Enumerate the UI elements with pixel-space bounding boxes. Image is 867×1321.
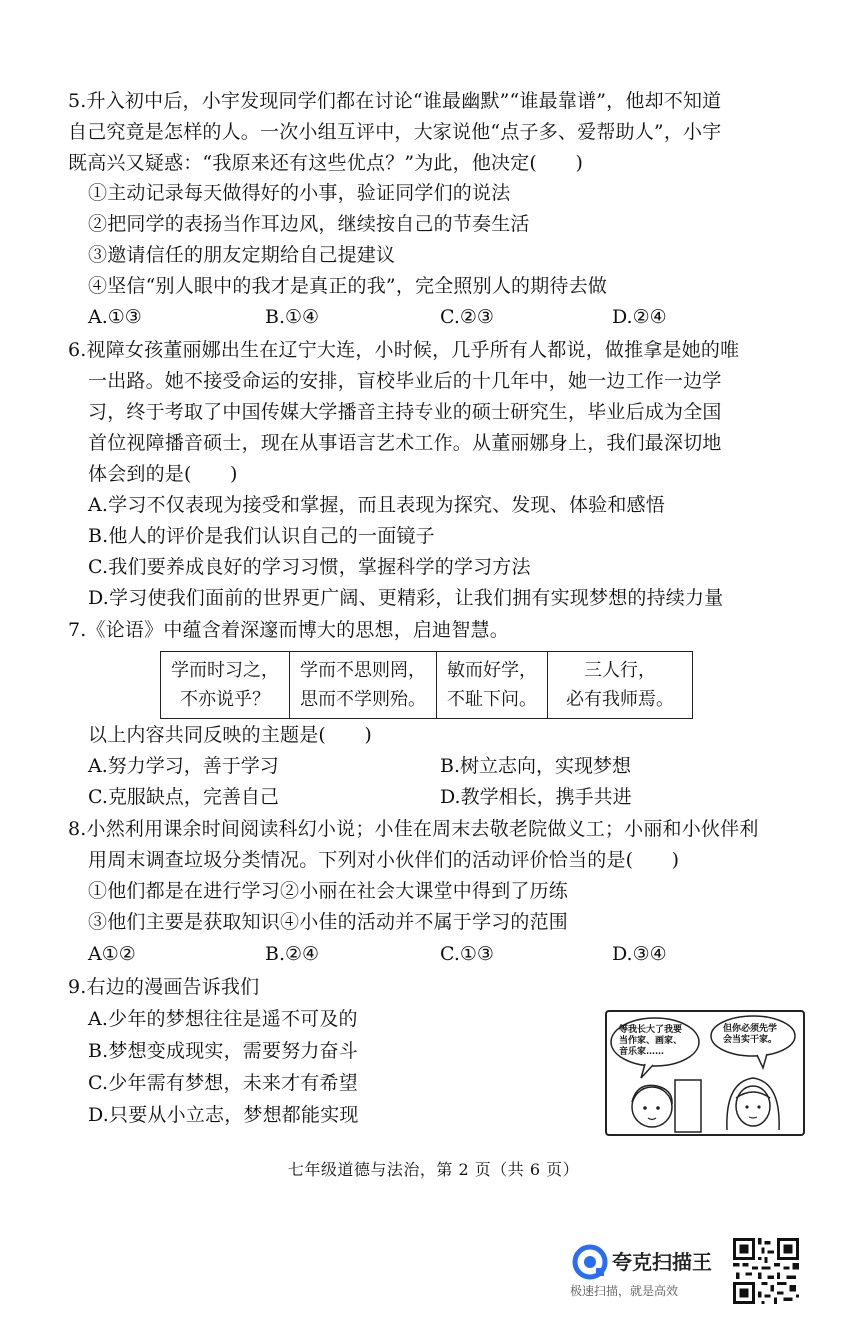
q7-question: 以上内容共同反映的主题是( ) [88,724,373,746]
q5-stem-line: 自己究竟是怎样的人。一次小组互评中，大家说他“点子多、爱帮助人”，小宇 [68,121,722,143]
q7-option-b: B.树立志向，实现梦想 [440,755,632,777]
q8-item: ①他们都是在进行学习②小丽在社会大课堂中得到了历练 [88,880,569,902]
q5-option-b: B.①④ [265,306,320,328]
q7-option-d: D.教学相长，携手共进 [440,786,632,808]
bubble-line: 音乐家…… [619,1047,665,1057]
q9-option-a: A.少年的梦想往往是遥不可及的 [88,1008,358,1030]
q8-item: ③他们主要是获取知识④小佳的活动并不属于学习的范围 [88,911,569,933]
comic-right-bubble-text [723,1024,777,1046]
comic-illustration [605,1010,805,1136]
quote-line: 思而不学则殆。 [300,689,426,710]
q9-option-d: D.只要从小立志，梦想都能实现 [88,1104,359,1126]
quote-line: 三人行， [584,660,656,681]
bubble-line: 当作家、画家、 [619,1036,683,1046]
q8-stem-line: 用周末调查垃圾分类情况。下列对小伙伴们的活动评价恰当的是( ) [88,849,680,871]
q9-stem: 9.右边的漫画告诉我们 [68,976,260,998]
quote-cell [548,652,693,719]
quote-line: 必有我师焉。 [566,689,674,710]
q5-option-c: C.②③ [440,306,494,328]
q6-option-b: B.他人的评价是我们认识自己的一面镜子 [88,525,435,547]
analects-quote-table [160,651,693,719]
bubble-line: 但你必须先学 [723,1024,778,1034]
quote-cell [437,652,548,719]
q6-stem-line: 一出路。她不接受命运的安排，盲校毕业后的十几年中，她一边工作一边学 [88,370,722,392]
q5-option-d: D.②④ [612,306,667,328]
page-footer: 七年级道德与法治，第 2 页（共 6 页） [287,1160,580,1179]
q8-stem-line: 8.小然利用课余时间阅读科幻小说；小佳在周末去敬老院做义工；小丽和小伙伴利 [68,818,759,840]
q5-stem-line: 5.升入初中后，小宇发现同学们都在讨论“谁最幽默”“谁最靠谱”，他却不知道 [68,90,722,112]
q6-option-d: D.学习使我们面前的世界更广阔、更精彩，让我们拥有实现梦想的持续力量 [88,587,724,609]
q5-item: ②把同学的表扬当作耳边风，继续按自己的节奏生活 [88,213,530,235]
q6-stem-line: 6.视障女孩董丽娜出生在辽宁大连，小时候，几乎所有人都说，做推拿是她的唯 [68,339,740,361]
q7-option-a: A.努力学习，善于学习 [88,755,279,777]
quark-logo-icon [572,1244,608,1280]
q5-stem-line: 既高兴又疑惑：“我原来还有这些优点？”为此，他决定( ) [68,152,584,174]
bubble-line: 等我长大了我要 [619,1025,683,1035]
scanner-slogan: 极速扫描，就是高效 [570,1284,679,1298]
q6-stem-line: 首位视障播音硕士，现在从事语言艺术工作。从董丽娜身上，我们最深切地 [88,432,722,454]
comic-left-bubble-text [619,1025,682,1058]
quote-line: 不亦说乎？ [180,689,270,710]
q8-option-b: B.②④ [265,943,320,965]
q6-option-a: A.学习不仅表现为接受和掌握，而且表现为探究、发现、体验和感悟 [88,494,665,516]
q8-option-d: D.③④ [612,943,667,965]
q5-item: ①主动记录每天做得好的小事，验证同学们的说法 [88,182,511,204]
q6-stem-line: 体会到的是( ) [88,463,238,485]
scanner-watermark [570,1240,730,1300]
quote-cell [290,652,437,719]
q9-option-c: C.少年需有梦想，未来才有希望 [88,1072,358,1094]
q8-option-a: A①② [88,943,136,965]
quote-line: 学而不思则罔， [300,660,426,681]
quote-line: 学而时习之， [171,660,279,681]
q5-item: ④坚信“别人眼中的我才是真正的我”，完全照别人的期待去做 [88,275,608,297]
q8-option-c: C.①③ [440,943,494,965]
quote-line: 不耻下问。 [447,689,537,710]
q7-stem: 7.《论语》中蕴含着深邃而博大的思想，启迪智慧。 [68,619,509,641]
bubble-line: 会当实干家。 [723,1035,778,1045]
q6-option-c: C.我们要养成良好的学习习惯，掌握科学的学习方法 [88,556,531,578]
q9-option-b: B.梦想变成现实，需要努力奋斗 [88,1040,359,1062]
q6-stem-line: 习，终于考取了中国传媒大学播音主持专业的硕士研究生，毕业后成为全国 [88,401,722,423]
q5-item: ③邀请信任的朋友定期给自己提建议 [88,244,396,266]
q7-option-c: C.克服缺点，完善自己 [88,786,279,808]
q5-option-a: A.①③ [88,306,142,328]
quote-line: 敏而好学， [447,660,537,681]
qr-code-icon [733,1238,799,1304]
scanner-brand-name: 夸克扫描王 [612,1250,712,1274]
quote-cell [161,652,290,719]
